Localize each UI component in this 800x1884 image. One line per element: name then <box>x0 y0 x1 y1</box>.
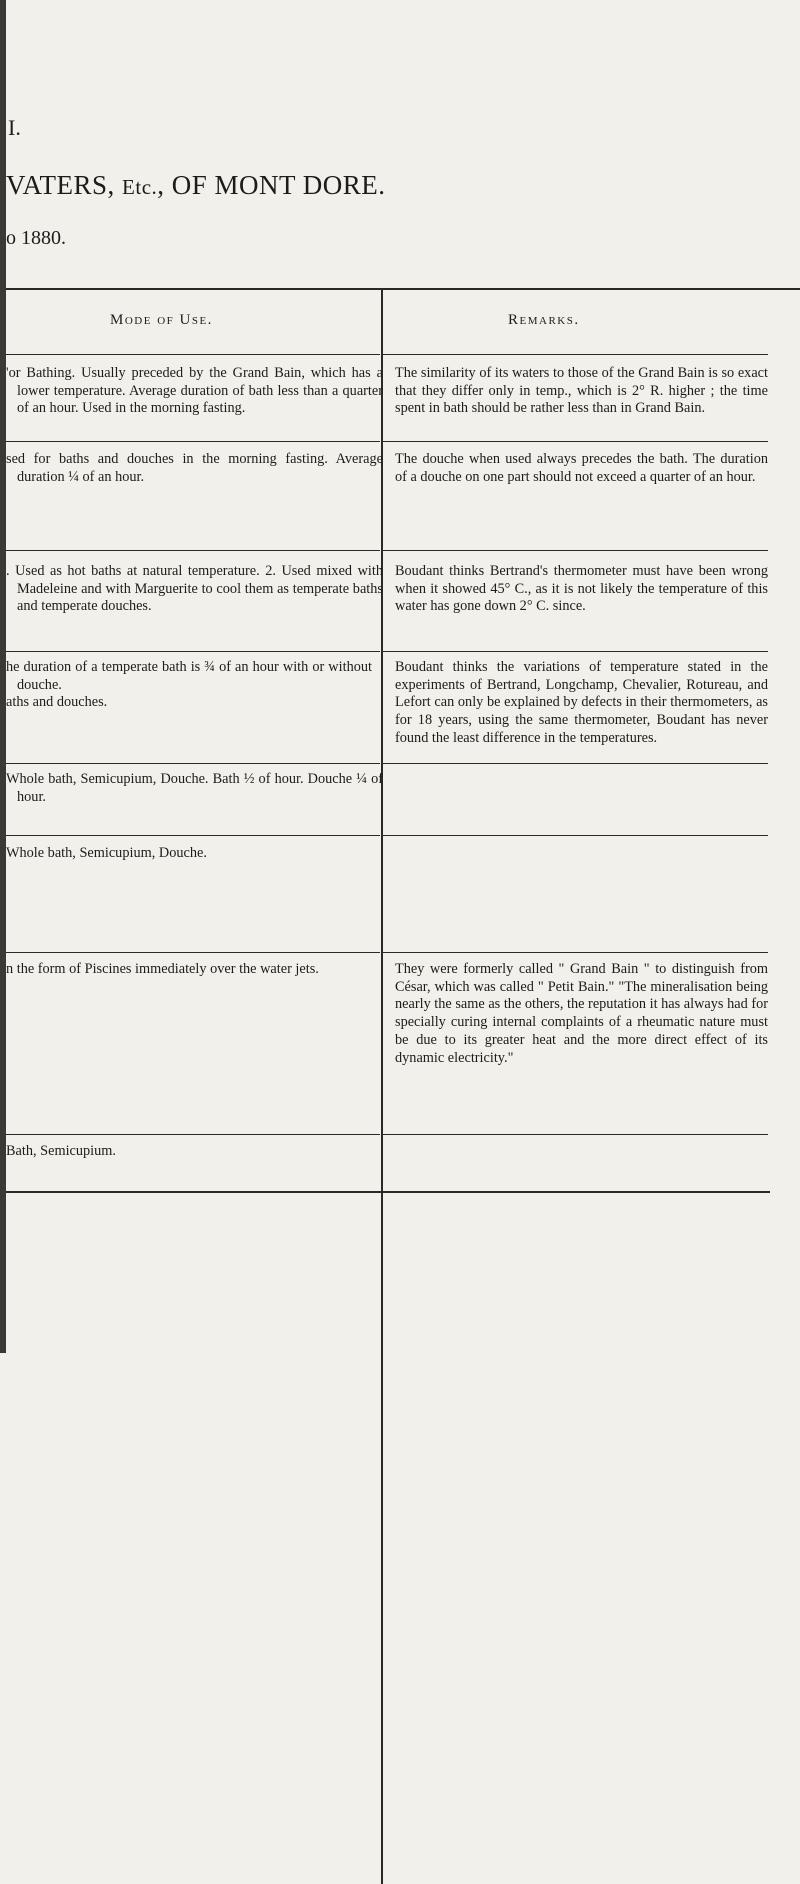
row-separator <box>6 441 380 442</box>
row-separator <box>6 835 380 836</box>
row-separator <box>383 952 768 953</box>
row-4-mode <box>6 659 372 712</box>
page-title <box>6 170 386 201</box>
row-separator <box>383 354 768 355</box>
row-7-mode: n the form of Piscines immediately over the water jets. <box>6 961 319 977</box>
row-separator <box>383 1134 768 1135</box>
row-2-mode: sed for baths and douches in the morning fasting. Average duration ¼ of an hour. <box>6 451 383 485</box>
row-separator <box>6 1134 380 1135</box>
row-3-remarks: Boudant thinks Bertrand's thermometer must have been wrong when it showed 45° C., as it is not likely the temperature of this water has gone down 2° C. since. <box>395 563 768 615</box>
row-separator <box>6 952 380 953</box>
row-separator <box>6 354 380 355</box>
row-4-mode-line-2: aths and douches. <box>6 694 108 711</box>
row-7-remarks: They were formerly called " Grand Bain " to distinguish from César, which was called " Petit Bain." "The mineralisation being nearly the same as the others, the reputation it has always had for specially curing internal complaints of a rheumatic nature must be due to its greater heat and the more direct effect of its dynamic electricity." <box>395 961 768 1066</box>
page-number: I. <box>8 115 21 140</box>
row-separator <box>383 550 768 551</box>
page-subtitle: o 1880. <box>6 227 66 249</box>
table-column-divider <box>381 289 383 1884</box>
title-main: VATERS, <box>6 170 123 200</box>
row-2-remarks: The douche when used always precedes the bath. The duration of a douche on one part should not exceed a quarter of an hour. <box>395 451 768 485</box>
row-1-mode: 'or Bathing. Usually preceded by the Grand Bain, which has a lower temperature. Average duration of bath less than a quarter of an hour. Used in the morning fasting. <box>6 365 383 417</box>
row-1-remarks: The similarity of its waters to those of the Grand Bain is so exact that they differ only in temp., which is 2° R. higher ; the time spent in bath should be rather less than in Grand Bain. <box>395 365 768 417</box>
row-4-mode-line-1: he duration of a temperate bath is ¾ of an hour with or without douche. <box>6 659 372 693</box>
row-separator <box>6 763 380 764</box>
row-3-mode: . Used as hot baths at natural temperature. 2. Used mixed with Madeleine and with Marguerite to cool them as temperate baths and temperate douches. <box>6 563 383 615</box>
row-6-mode: Whole bath, Semicupium, Douche. <box>6 845 207 861</box>
row-separator <box>383 763 768 764</box>
row-separator <box>6 651 380 652</box>
table-bottom-rule <box>6 1191 770 1193</box>
row-separator <box>6 550 380 551</box>
title-etc: Etc. <box>122 175 158 199</box>
header-mode-of-use: Mode of Use. <box>110 312 213 328</box>
row-4-remarks: Boudant thinks the variations of temperature stated in the experiments of Bertrand, Longchamp, Chevalier, Rotureau, and Lefort can only be explained by defects in their thermometers, as for 18 years, using the same thermometer, Boudant has never found the least difference in the temperatures. <box>395 659 768 746</box>
row-separator <box>383 651 768 652</box>
header-remarks: Remarks. <box>508 312 580 328</box>
row-separator <box>383 441 768 442</box>
title-rest: , OF MONT DORE. <box>157 170 386 200</box>
row-separator <box>383 835 768 836</box>
table-top-rule <box>6 288 800 290</box>
row-8-mode: Bath, Semicupium. <box>6 1143 116 1159</box>
row-5-mode: Whole bath, Semicupium, Douche. Bath ½ of hour. Douche ¼ of hour. <box>6 771 383 805</box>
